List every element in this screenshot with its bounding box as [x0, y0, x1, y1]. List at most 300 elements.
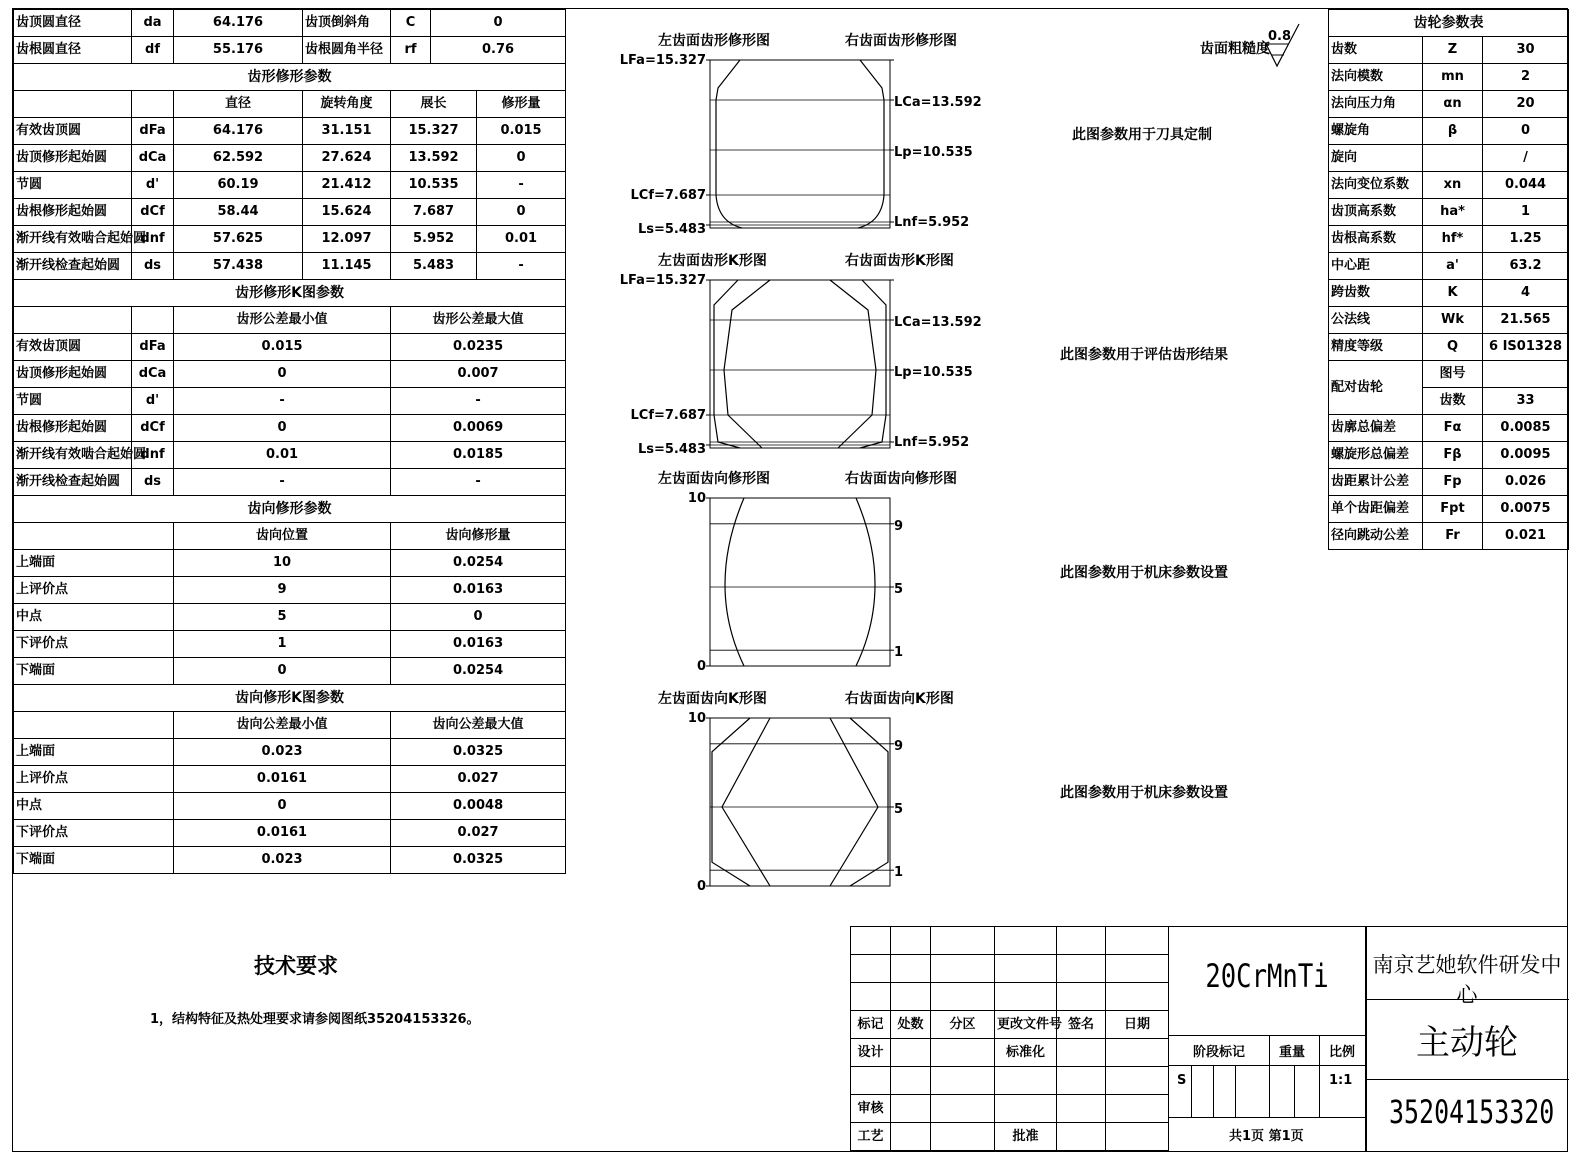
param-name: 齿距累计公差 — [1329, 469, 1423, 496]
param-name: 齿数 — [1329, 37, 1423, 64]
param-symbol: Fβ — [1423, 442, 1483, 469]
header-row — [14, 307, 566, 334]
table-row — [1329, 523, 1569, 550]
table-cell: 15.624 — [303, 199, 391, 226]
section-title-row — [14, 64, 566, 91]
table-cell: 27.624 — [303, 145, 391, 172]
table-cell: 0.027 — [391, 766, 566, 793]
scale-label: 比例 — [1329, 1045, 1356, 1060]
table-row — [14, 739, 566, 766]
table-cell: 5 — [174, 604, 391, 631]
table-cell: 0.01 — [174, 442, 391, 469]
param-name: 中心距 — [1329, 253, 1423, 280]
table-cell: 0.01 — [477, 226, 566, 253]
header-row — [14, 91, 566, 118]
column-header: 齿形公差最大值 — [391, 307, 566, 334]
param-symbol: xn — [1423, 172, 1483, 199]
chart-right-title: 右齿面齿形K形图 — [845, 253, 954, 269]
table-cell: 0.015 — [477, 118, 566, 145]
standard-label: 标准化 — [995, 1039, 1057, 1067]
table-cell: 60.19 — [174, 172, 303, 199]
lead-mod-title: 齿向修形参数 — [14, 496, 566, 523]
row-label: 下评价点 — [14, 820, 174, 847]
param-symbol: da — [132, 10, 174, 37]
process-label: 工艺 — [851, 1123, 891, 1151]
table-cell — [14, 307, 132, 334]
revision-header: 日期 — [1106, 1011, 1169, 1039]
lead-label-bottom: 0 — [696, 879, 706, 894]
param-value: 0.0075 — [1483, 496, 1569, 523]
table-row — [14, 334, 566, 361]
lead-label-bottom: 0 — [696, 659, 706, 674]
table-row — [14, 415, 566, 442]
profile-label-lcf: LCf=7.687 — [630, 408, 706, 423]
row-label: 齿顶修形起始圆 — [14, 145, 132, 172]
param-value: 20 — [1483, 91, 1569, 118]
table-row — [1329, 118, 1569, 145]
material-block — [1168, 926, 1366, 1152]
weight-label: 重量 — [1279, 1045, 1306, 1060]
lead-label-5: 5 — [894, 582, 904, 597]
scale-value: 1:1 — [1329, 1073, 1353, 1088]
chart-right-title: 右齿面齿向修形图 — [845, 471, 957, 487]
table-cell — [14, 91, 132, 118]
param-value: 1.25 — [1483, 226, 1569, 253]
chart-right-title: 右齿面齿形修形图 — [845, 33, 957, 49]
table-cell: 10.535 — [391, 172, 477, 199]
table-cell: 0.007 — [391, 361, 566, 388]
table-cell: - — [477, 172, 566, 199]
table-row — [14, 253, 566, 280]
gear-table-title: 齿轮参数表 — [1329, 10, 1569, 37]
table-cell: 11.145 — [303, 253, 391, 280]
row-label: 渐开线检查起始圆 — [14, 469, 132, 496]
table-cell: 0.0325 — [391, 847, 566, 874]
row-label: 渐开线有效啮合起始圆 — [14, 442, 132, 469]
row-label: 有效齿顶圆 — [14, 334, 132, 361]
table-row — [1329, 442, 1569, 469]
param-value: 55.176 — [174, 37, 303, 64]
table-row — [14, 766, 566, 793]
param-symbol: Fα — [1423, 415, 1483, 442]
row-label: 中点 — [14, 793, 174, 820]
chart-diagram — [619, 50, 982, 250]
table-cell: 0.0048 — [391, 793, 566, 820]
param-value: 0.026 — [1483, 469, 1569, 496]
table-cell: 0 — [174, 658, 391, 685]
param-symbol: Wk — [1423, 307, 1483, 334]
table-cell: 0.0254 — [391, 658, 566, 685]
table-cell: 7.687 — [391, 199, 477, 226]
table-row — [14, 820, 566, 847]
profile-label-lca: LCa=13.592 — [894, 315, 982, 330]
param-value: 0 — [1483, 118, 1569, 145]
table-cell: 57.438 — [174, 253, 303, 280]
tech-title: 技术要求 — [254, 954, 338, 978]
param-name: 单个齿距偏差 — [1329, 496, 1423, 523]
param-name: 齿顶高系数 — [1329, 199, 1423, 226]
param-name: 齿根高系数 — [1329, 226, 1423, 253]
profile-label-lnf: Lnf=5.952 — [894, 435, 970, 450]
profile-label-lfa: LFa=15.327 — [619, 53, 706, 68]
param-symbol: df — [132, 37, 174, 64]
tech-text: 1，结构特征及热处理要求请参阅图纸35204153326。 — [150, 1012, 480, 1027]
param-name: 径向跳动公差 — [1329, 523, 1423, 550]
row-symbol: d' — [132, 172, 174, 199]
table-cell: 33 — [1483, 388, 1569, 415]
column-header: 齿向公差最小值 — [174, 712, 391, 739]
chart-diagram — [619, 270, 982, 470]
table-row — [14, 658, 566, 685]
profile-k-title: 齿形修形K图参数 — [14, 280, 566, 307]
param-name: 公法线 — [1329, 307, 1423, 334]
row-symbol: dFa — [132, 334, 174, 361]
profile-label-ls: Ls=5.483 — [637, 222, 706, 237]
param-name: 精度等级 — [1329, 334, 1423, 361]
param-value: 0.044 — [1483, 172, 1569, 199]
table-row — [14, 793, 566, 820]
table-cell — [1483, 361, 1569, 388]
chart-left-title: 左齿面齿形K形图 — [658, 253, 767, 269]
param-symbol: C — [391, 10, 431, 37]
table-row — [1329, 91, 1569, 118]
column-header: 齿形公差最小值 — [174, 307, 391, 334]
table-cell: 57.625 — [174, 226, 303, 253]
table-cell: 0.0161 — [174, 820, 391, 847]
table-row — [14, 631, 566, 658]
table-cell: 1 — [174, 631, 391, 658]
table-row — [14, 604, 566, 631]
lead-label-1: 1 — [894, 645, 904, 661]
drawing-number: 35204153320 — [1389, 1093, 1555, 1131]
table-cell: - — [174, 469, 391, 496]
approve-label: 批准 — [995, 1123, 1057, 1151]
param-name: 齿廓总偏差 — [1329, 415, 1423, 442]
table-row — [1329, 334, 1569, 361]
table-row — [14, 361, 566, 388]
table-cell: 0 — [477, 145, 566, 172]
title-row — [1329, 10, 1569, 37]
column-header: 旋转角度 — [303, 91, 391, 118]
table-row — [1329, 172, 1569, 199]
row-symbol: dCa — [132, 145, 174, 172]
chart-left-title: 左齿面齿向K形图 — [658, 691, 767, 707]
gear-parameter-table — [1328, 9, 1569, 550]
table-row — [1329, 469, 1569, 496]
table-row — [1329, 64, 1569, 91]
table-row — [1329, 145, 1569, 172]
table-cell: 0.023 — [174, 739, 391, 766]
table-row — [1329, 415, 1569, 442]
table-cell — [14, 523, 174, 550]
table-cell: 0.023 — [174, 847, 391, 874]
param-value: 0 — [431, 10, 566, 37]
table-row — [14, 442, 566, 469]
left-parameter-table — [13, 9, 566, 874]
row-label: 上端面 — [14, 739, 174, 766]
table-row — [1329, 496, 1569, 523]
chart-diagram — [640, 488, 960, 688]
param-name: 螺旋角 — [1329, 118, 1423, 145]
table-cell: 0 — [477, 199, 566, 226]
table-cell: 9 — [174, 577, 391, 604]
table-cell: 13.592 — [391, 145, 477, 172]
table-row — [14, 550, 566, 577]
table-cell: 0.0185 — [391, 442, 566, 469]
row-label: 有效齿顶圆 — [14, 118, 132, 145]
row-symbol: dCf — [132, 199, 174, 226]
param-value: / — [1483, 145, 1569, 172]
company: 南京艺她软件研发中心 — [1372, 953, 1562, 1007]
revision-table — [850, 926, 1169, 1151]
design-label: 设计 — [851, 1039, 891, 1067]
lead-label-top: 10 — [687, 491, 706, 506]
table-cell: - — [391, 388, 566, 415]
material: 20CrMnTi — [1205, 957, 1329, 995]
table-row — [1329, 253, 1569, 280]
table-cell: 0.027 — [391, 820, 566, 847]
header-row — [14, 523, 566, 550]
param-value: 0.76 — [431, 37, 566, 64]
revision-header: 分区 — [931, 1011, 995, 1039]
table-cell: 10 — [174, 550, 391, 577]
roughness-symbol — [1258, 20, 1308, 70]
table-cell: 0.0235 — [391, 334, 566, 361]
table-cell: 58.44 — [174, 199, 303, 226]
param-symbol: ha* — [1423, 199, 1483, 226]
sheets: 共1页 第1页 — [1229, 1129, 1304, 1144]
column-header: 齿向修形量 — [391, 523, 566, 550]
row-label: 渐开线检查起始圆 — [14, 253, 132, 280]
lead-k-title: 齿向修形K图参数 — [14, 685, 566, 712]
revision-header: 标记 — [851, 1011, 891, 1039]
profile-mod-title: 齿形修形参数 — [14, 64, 566, 91]
profile-label-lp: Lp=10.535 — [894, 145, 973, 160]
profile-label-lp: Lp=10.535 — [894, 365, 973, 380]
header-row — [14, 712, 566, 739]
table-cell — [14, 712, 174, 739]
column-header: 齿向公差最大值 — [391, 712, 566, 739]
roughness-value: 0.8 — [1268, 29, 1292, 44]
param-name: 齿根圆角半径 — [303, 37, 391, 64]
column-header: 展长 — [391, 91, 477, 118]
param-value: 63.2 — [1483, 253, 1569, 280]
param-value: 1 — [1483, 199, 1569, 226]
row-symbol: dCf — [132, 415, 174, 442]
lead-label-top: 10 — [687, 711, 706, 726]
table-row — [14, 469, 566, 496]
param-value: 6 IS01328 — [1483, 334, 1569, 361]
param-symbol — [1423, 145, 1483, 172]
table-row — [1329, 307, 1569, 334]
table-row — [1329, 37, 1569, 64]
row-label: 齿顶修形起始圆 — [14, 361, 132, 388]
param-name: 法向变位系数 — [1329, 172, 1423, 199]
revision-header: 处数 — [891, 1011, 931, 1039]
chart-note: 此图参数用于评估齿形结果 — [1060, 347, 1228, 363]
param-name: 法向压力角 — [1329, 91, 1423, 118]
table-row — [14, 199, 566, 226]
table-cell: 0.0069 — [391, 415, 566, 442]
param-symbol: a' — [1423, 253, 1483, 280]
table-cell: - — [174, 388, 391, 415]
param-symbol: hf* — [1423, 226, 1483, 253]
lead-label-9: 9 — [894, 518, 904, 534]
row-label: 中点 — [14, 604, 174, 631]
row-label: 齿根修形起始圆 — [14, 199, 132, 226]
param-symbol: Z — [1423, 37, 1483, 64]
profile-label-lcf: LCf=7.687 — [630, 188, 706, 203]
table-row — [1329, 361, 1569, 388]
roughness-label: 齿面粗糙度 — [1200, 41, 1270, 57]
chart-right-title: 右齿面齿向K形图 — [845, 691, 954, 707]
row-label: 上评价点 — [14, 766, 174, 793]
profile-label-lca: LCa=13.592 — [894, 95, 982, 110]
row-label: 下端面 — [14, 847, 174, 874]
row-label: 齿根修形起始圆 — [14, 415, 132, 442]
profile-label-ls: Ls=5.483 — [637, 442, 706, 457]
param-symbol: αn — [1423, 91, 1483, 118]
table-cell: 31.151 — [303, 118, 391, 145]
row-label: 上评价点 — [14, 577, 174, 604]
table-cell: 0 — [174, 415, 391, 442]
table-cell: 0.015 — [174, 334, 391, 361]
chart-left-title: 左齿面齿向修形图 — [658, 471, 770, 487]
param-name: 齿顶圆直径 — [14, 10, 132, 37]
row-symbol: dnf — [132, 226, 174, 253]
row-label: 渐开线有效啮合起始圆 — [14, 226, 132, 253]
table-cell: 5.952 — [391, 226, 477, 253]
table-cell: 0.0163 — [391, 577, 566, 604]
lead-label-9: 9 — [894, 738, 904, 754]
row-symbol: ds — [132, 469, 174, 496]
param-value: 0.0085 — [1483, 415, 1569, 442]
table-cell: 齿数 — [1423, 388, 1483, 415]
row-label: 下评价点 — [14, 631, 174, 658]
column-header: 修形量 — [477, 91, 566, 118]
section-title-row — [14, 280, 566, 307]
row-symbol: dCa — [132, 361, 174, 388]
lead-label-5: 5 — [894, 802, 904, 817]
chart-note: 此图参数用于机床参数设置 — [1060, 565, 1228, 581]
row-label: 下端面 — [14, 658, 174, 685]
table-row — [14, 145, 566, 172]
param-name: 法向模数 — [1329, 64, 1423, 91]
param-value: 30 — [1483, 37, 1569, 64]
table-cell: 15.327 — [391, 118, 477, 145]
section-title-row — [14, 496, 566, 523]
param-name: 齿顶倒斜角 — [303, 10, 391, 37]
table-cell: 0 — [391, 604, 566, 631]
table-cell: 21.412 — [303, 172, 391, 199]
param-symbol: mn — [1423, 64, 1483, 91]
review-label: 审核 — [851, 1095, 891, 1123]
part-name: 主动轮 — [1416, 1023, 1518, 1063]
mating-label: 配对齿轮 — [1329, 361, 1423, 415]
top-row — [14, 37, 566, 64]
param-symbol: K — [1423, 280, 1483, 307]
lead-label-1: 1 — [894, 865, 904, 881]
row-label: 节圆 — [14, 172, 132, 199]
table-cell: 0.0161 — [174, 766, 391, 793]
table-row — [14, 388, 566, 415]
param-symbol: Fp — [1423, 469, 1483, 496]
profile-label-lnf: Lnf=5.952 — [894, 215, 970, 230]
table-row — [14, 577, 566, 604]
param-name: 齿根圆直径 — [14, 37, 132, 64]
table-row — [1329, 280, 1569, 307]
column-header: 齿向位置 — [174, 523, 391, 550]
table-cell: 0.0325 — [391, 739, 566, 766]
top-row — [14, 10, 566, 37]
revision-header: 更改文件号 — [995, 1011, 1057, 1039]
stage-s: S — [1177, 1073, 1187, 1088]
section-title-row — [14, 685, 566, 712]
table-cell: 0 — [174, 793, 391, 820]
param-symbol: rf — [391, 37, 431, 64]
table-cell: 62.592 — [174, 145, 303, 172]
param-symbol: Fpt — [1423, 496, 1483, 523]
param-symbol: Q — [1423, 334, 1483, 361]
row-symbol: dFa — [132, 118, 174, 145]
row-symbol: dnf — [132, 442, 174, 469]
chart-note: 此图参数用于机床参数设置 — [1060, 785, 1228, 801]
column-header: 直径 — [174, 91, 303, 118]
chart-left-title: 左齿面齿形修形图 — [658, 33, 770, 49]
param-value: 2 — [1483, 64, 1569, 91]
row-label: 上端面 — [14, 550, 174, 577]
param-value: 4 — [1483, 280, 1569, 307]
param-symbol: Fr — [1423, 523, 1483, 550]
row-label: 节圆 — [14, 388, 132, 415]
table-row — [14, 118, 566, 145]
table-cell: 0.0163 — [391, 631, 566, 658]
revision-header: 签名 — [1057, 1011, 1106, 1039]
param-symbol: β — [1423, 118, 1483, 145]
chart-diagram — [640, 708, 960, 908]
profile-label-lfa: LFa=15.327 — [619, 273, 706, 288]
table-row — [14, 172, 566, 199]
table-cell: 0.0254 — [391, 550, 566, 577]
row-symbol: d' — [132, 388, 174, 415]
title-block — [850, 926, 1568, 1152]
stage-label: 阶段标记 — [1193, 1045, 1246, 1060]
table-cell: 5.483 — [391, 253, 477, 280]
table-row — [1329, 199, 1569, 226]
param-value: 64.176 — [174, 10, 303, 37]
table-cell — [132, 307, 174, 334]
param-name: 旋向 — [1329, 145, 1423, 172]
param-name: 螺旋形总偏差 — [1329, 442, 1423, 469]
table-cell: 图号 — [1423, 361, 1483, 388]
param-value: 0.021 — [1483, 523, 1569, 550]
param-value: 21.565 — [1483, 307, 1569, 334]
table-row — [14, 226, 566, 253]
param-name: 跨齿数 — [1329, 280, 1423, 307]
table-row — [14, 847, 566, 874]
table-cell — [132, 91, 174, 118]
chart-note: 此图参数用于刀具定制 — [1072, 127, 1212, 143]
table-row — [1329, 226, 1569, 253]
table-cell: - — [391, 469, 566, 496]
param-value: 0.0095 — [1483, 442, 1569, 469]
table-cell: - — [477, 253, 566, 280]
table-cell: 64.176 — [174, 118, 303, 145]
table-cell: 12.097 — [303, 226, 391, 253]
company-block — [1366, 926, 1568, 1152]
table-cell: 0 — [174, 361, 391, 388]
row-symbol: ds — [132, 253, 174, 280]
